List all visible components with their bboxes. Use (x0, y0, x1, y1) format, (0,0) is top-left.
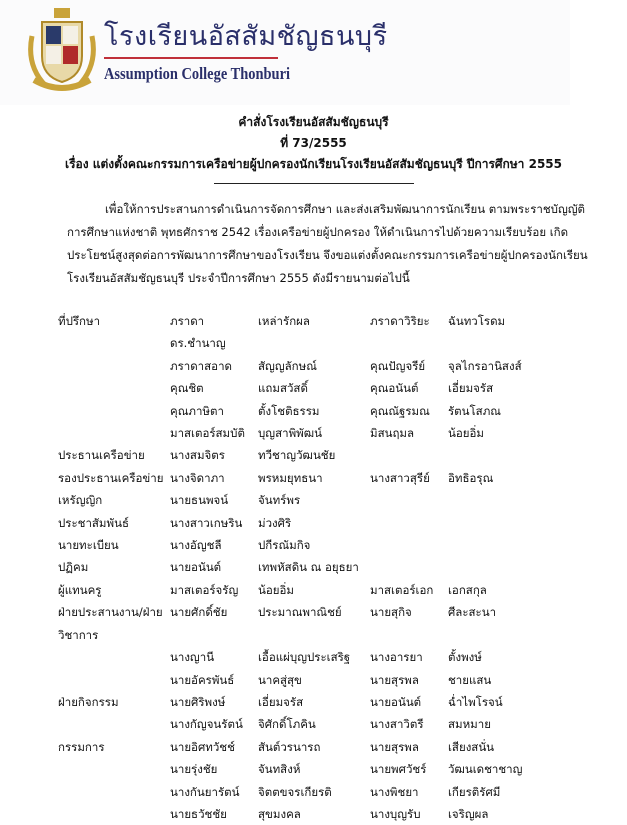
member-first-name: นายธวัชชัย (170, 806, 227, 821)
member-first-name: คุณชิต (170, 381, 204, 396)
member-first-name-2: มาสเตอร์เอก (370, 582, 434, 597)
member-surname: จันทร์พร (258, 493, 301, 508)
member-role: ประชาสัมพันธ์ (58, 515, 129, 530)
member-list (58, 310, 627, 825)
member-surname-2: ฉันทวโรดม (448, 314, 506, 328)
member-first-name-2: คุณอนันต์ (370, 381, 419, 396)
member-surname: นาคสู่สุข (258, 672, 302, 687)
member-first-name-2: นายสุรพล (370, 672, 419, 687)
member-surname-2: รัตนโสภณ (448, 403, 501, 418)
school-name-english: Assumption College Thonburi (104, 64, 291, 83)
member-surname-2: เกียรติรัศมี (448, 784, 501, 799)
member-first-name: นางสมจิตร (170, 448, 225, 463)
member-first-name: นางกันยารัตน์ (170, 784, 240, 799)
member-surname-2: เจริญผล (448, 806, 489, 821)
body-paragraph (67, 198, 615, 290)
member-first-name: นายศิริพงษ์ (170, 694, 226, 709)
member-role (58, 422, 170, 444)
member-surname-2: จุลไกรอานิสงส์ (448, 358, 522, 373)
member-first-name-2: นายสุกิจ (370, 605, 412, 620)
member-role (58, 803, 170, 825)
member-role (58, 400, 170, 422)
member-surname: สัญญลักษณ์ (258, 358, 317, 373)
member-surname: บุญสาพิพัฒน์ (258, 426, 322, 441)
member-first-name-2: นายสุรพล (370, 739, 419, 754)
school-crest-logo (26, 6, 98, 94)
member-surname-2: วัฒนเดชาชาญ (448, 762, 523, 777)
member-first-name: ภราดาสอาด (170, 358, 232, 373)
member-first-name: มาสเตอร์จรัญ (170, 582, 239, 597)
member-role (58, 646, 170, 668)
member-first-name: นายธนพจน์ (170, 493, 229, 508)
body-line: การศึกษาแห่งชาติ พุทธศักราช 2542 เรื่องเครือข่ายผู้ปกครอง ให้ดำเนินการไปด้วยความเรียบร้อย เกิด (67, 225, 569, 239)
member-first-name: ภราดา ดร.ชำนาญ (170, 314, 226, 351)
member-surname: เหล่ารักผล (258, 314, 310, 328)
header-divider (104, 57, 278, 59)
member-surname-2 (448, 489, 598, 511)
member-first-name: มาสเตอร์สมบัติ (170, 426, 245, 441)
member-first-name: นางญานี (170, 650, 215, 665)
member-surname: ม่วงศิริ (258, 515, 292, 530)
member-first-name-2: ภราดาวิริยะ (370, 314, 430, 328)
member-first-name-2: นายอนันต์ (370, 694, 422, 709)
member-surname: เทพหัสดิน ณ อยุธยา (258, 560, 359, 575)
member-surname-2 (448, 556, 598, 578)
member-role: ปฏิคม (58, 560, 89, 575)
member-first-name-2: นางสาวิตรี (370, 717, 424, 732)
member-surname-2: ศีละสะนา (448, 605, 497, 620)
member-first-name: คุณภาษิตา (170, 403, 224, 418)
member-first-name-2: นางสาวสุรีย์ (370, 470, 430, 485)
order-document (0, 112, 627, 825)
member-surname: ทวีชาญวัฒนชัย (258, 448, 336, 463)
member-first-name: นายศักดิ์ชัย (170, 605, 228, 620)
member-role (58, 355, 170, 377)
body-line: ประโยชน์สูงสุดต่อการพัฒนาการศึกษาของโรงเรียน จึงขอแต่งตั้งคณะกรรมการเครือข่ายผู้ปกครองนักเรียน (67, 248, 588, 262)
member-surname: ปกีรณัมกิจ (258, 538, 311, 553)
member-surname: จิศักดิ์โภคิน (258, 717, 316, 732)
member-first-name-2: มิสนฤมล (370, 426, 415, 441)
member-first-name-2: คุณณัฐรมณ (370, 403, 430, 418)
member-first-name-2 (370, 512, 448, 534)
member-role: กรรมการ (58, 739, 105, 754)
member-surname: เอี่ยมจรัส (258, 694, 304, 709)
member-first-name: นางกัญจนรัตน์ (170, 717, 243, 732)
member-role: ฝ่ายกิจกรรม (58, 694, 119, 709)
member-surname: ประมาณพาณิชย์ (258, 605, 342, 620)
member-first-name-2: นางพิชยา (370, 784, 419, 799)
member-surname-2: ตั้งพงษ์ (448, 650, 482, 665)
member-first-name-2: นางบุญรับ (370, 806, 421, 821)
member-first-name-2 (370, 489, 448, 511)
member-role: ประธานเครือข่าย (58, 448, 145, 463)
member-role: ที่ปรึกษา (58, 314, 101, 328)
member-first-name: นายอัครพันธ์ (170, 672, 235, 687)
member-surname: สันต์วรนารถ (258, 739, 321, 754)
body-line: โรงเรียนอัสสัมชัญธนบุรี ประจำปีการศึกษา 2555 ดังมีรายนามต่อไปนี้ (67, 271, 410, 285)
title-underline (214, 183, 414, 184)
member-first-name: นางจิดาภา (170, 470, 225, 485)
member-surname-2: เอี่ยมจรัส (448, 381, 494, 396)
member-surname: แถมสวัสดิ์ (258, 381, 308, 396)
member-surname-2: ฉ่ำไพโรจน์ (448, 694, 503, 709)
member-surname: เอื้อแผ่บุญประเสริฐ (258, 650, 351, 665)
member-first-name-2 (370, 534, 448, 556)
member-surname-2: เสียงสนั่น (448, 739, 495, 754)
member-surname-2 (448, 444, 598, 466)
member-first-name: นายอนันต์ (170, 560, 222, 575)
member-surname-2: เอกสกุล (448, 582, 487, 597)
member-surname: จันทสิงห์ (258, 762, 301, 777)
member-role: รองประธานเครือข่าย (58, 470, 164, 485)
member-first-name: นางสาวเกษริน (170, 515, 243, 530)
member-surname: จิตตขจรเกียรติ (258, 784, 332, 799)
member-first-name: นางอัญชลี (170, 538, 222, 553)
letterhead (0, 0, 570, 105)
member-role: นายทะเบียน (58, 538, 119, 553)
member-role: ฝ่ายประสานงาน/ฝ่ายวิชาการ (58, 605, 163, 642)
member-role: ผู้แทนครู (58, 582, 102, 597)
member-first-name-2: นายพศวัชร์ (370, 762, 427, 777)
member-role (58, 669, 170, 691)
member-first-name-2: คุณปัญจรีย์ (370, 358, 426, 373)
member-role (58, 758, 170, 780)
member-role (58, 713, 170, 735)
school-name-thai: โรงเรียนอัสสัมชัญธนบุรี (104, 21, 388, 52)
member-surname: น้อยอิ่ม (258, 582, 294, 597)
member-surname-2: ชายแสน (448, 672, 492, 687)
order-number: ที่ 73/2555 (280, 136, 347, 150)
member-role (58, 377, 170, 399)
member-first-name-2 (370, 444, 448, 466)
member-surname: สุขมงคล (258, 806, 301, 821)
member-surname-2: อิทธิอรุณ (448, 470, 494, 485)
member-first-name: นายอิศทวัชช์ (170, 739, 235, 754)
order-subject: เรื่อง แต่งตั้งคณะกรรมการเครือข่ายผู้ปกครองนักเรียนโรงเรียนอัสสัมชัญธนบุรี ปีการศึกษา 2555 (64, 157, 562, 171)
member-surname-2: น้อยอิ่ม (448, 426, 484, 441)
member-surname-2 (448, 512, 598, 534)
body-line: เพื่อให้การประสานการดำเนินการจัดการศึกษา และส่งเสริมพัฒนาการนักเรียน ตามพระราชบัญญัติ (105, 202, 586, 216)
member-role: เหรัญญิก (58, 493, 103, 508)
member-surname: พรหมยุทธนา (258, 470, 323, 485)
order-title: คำสั่งโรงเรียนอัสสัมชัญธนบุรี (238, 115, 389, 129)
member-surname-2: สมหมาย (448, 717, 491, 732)
member-surname-2 (448, 534, 598, 556)
member-first-name: นายรุ่งชัย (170, 762, 218, 777)
member-first-name-2: นางอารยา (370, 650, 423, 665)
member-surname: ตั้งโชติธรรม (258, 403, 320, 418)
member-first-name-2 (370, 556, 448, 578)
